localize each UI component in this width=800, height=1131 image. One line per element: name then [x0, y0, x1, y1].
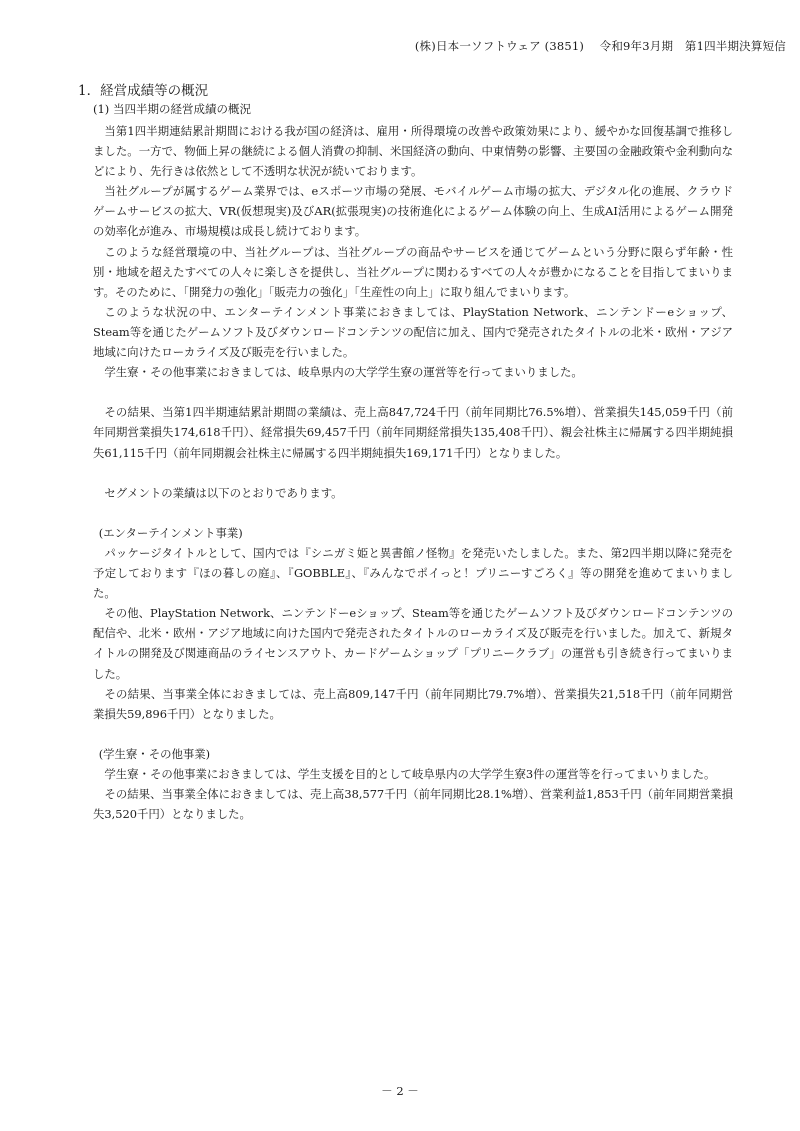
- paragraph-entertainment-3: その結果、当事業全体におきましては、売上高809,147千円（前年同期比79.7%増）、営業損失21,518千円（前年同期営業損失59,896千円）となりました。: [93, 686, 733, 721]
- paragraph-segment-intro: セグメントの業績は以下のとおりであります。: [104, 485, 343, 500]
- spacer: [93, 463, 733, 483]
- paragraph-entertainment-2: その他、PlayStation Network、ニンテンドーeショップ、Steam等を通じたゲームソフト及びダウンロードコンテンツの配信や、北米・欧州・アジア地域に向けた国内で発売されたタイトルのローカライズ及び販売を行いました。加えて、新規タイトルの開発及び関連商品のライセンスアウト、カードゲームショップ「プリニークラブ」の運営も引き続き行ってまいりました。: [93, 606, 733, 681]
- spacer: [93, 503, 733, 523]
- section-title: 1．経営成績等の概況: [78, 83, 209, 99]
- spacer: [93, 724, 733, 744]
- paragraph-entertainment-summary: このような状況の中、エンターテインメント事業におきましては、PlayStation Network、ニンテンドーeショップ、Steam等を通じたゲームソフト及びダウンロードコンテンツの配信に加え、国内で発売されたタイトルの北米・欧州・アジア地域に向けたローカライズ及び販売を行いました。: [93, 304, 733, 360]
- paragraph-industry: 当社グループが属するゲーム業界では、eスポーツ市場の発展、モバイルゲーム市場の拡大、デジタル化の進展、クラウドゲームサービスの拡大、VR(仮想現実)及びAR(拡張現実)の技術進化によるゲーム体験の向上、生成AI活用によるゲーム開発の効率化が進み、市場規模は成長し続けております。: [93, 184, 733, 239]
- page-number: － 2 －: [381, 1084, 419, 1098]
- report-body: [93, 121, 733, 824]
- paragraph-policy: このような経営環境の中、当社グループは、当社グループの商品やサービスを通じてゲームという分野に限らず年齢・性別・地域を超えたすべての人々に楽しさを提供し、当社グループに関わるすべての人々が豊かになることを目指してまいります。そのために、「開発力の強化」「販売力の強化」「生産性の向上」に取り組んでまいります。: [93, 244, 733, 299]
- paragraph-economy: 当第1四半期連結累計期間における我が国の経済は、雇用・所得環境の改善や政策効果により、緩やかな回復基調で推移しました。一方で、物価上昇の継続による個人消費の抑制、米国経済の動向、中東情勢の影響、主要国の金融政策や金利動向などにより、先行きは依然として不透明な状況が続いております。: [93, 124, 733, 179]
- paragraph-dormitory-1: 学生寮・その他事業におきましては、学生支援を目的として岐阜県内の大学学生寮3件の運営等を行ってまいりました。: [104, 767, 716, 781]
- segment-heading-entertainment: (エンターテインメント事業): [98, 525, 243, 540]
- segment-heading-dormitory: (学生寮・その他事業): [98, 746, 211, 761]
- document-header: (株)日本一ソフトウェア (3851) 令和9年3月期 第1四半期決算短信: [414, 39, 786, 53]
- spacer: [93, 382, 733, 402]
- paragraph-entertainment-1: パッケージタイトルとして、国内では『シニガミ姫と異書館ノ怪物』を発売いたしました。また、第2四半期以降に発売を予定しております『ほの暮しの庭』、『GOBBLE』、『みんなでポイっと！プリニーすごろく』等の開発を進めてまいりました。: [93, 545, 733, 601]
- subsection-title: (1) 当四半期の経営成績の概況: [93, 102, 251, 116]
- paragraph-results: その結果、当第1四半期連結累計期間の業績は、売上高847,724千円（前年同期比76.5%増）、営業損失145,059千円（前年同期営業損失174,618千円）、経常損失69,457千円（前年同期経常損失135,408千円）、親会社株主に帰属する四半期純損失61,115千円（前年同期親会社株主に帰属する四半期純損失169,171千円）となりました。: [93, 405, 733, 460]
- paragraph-dormitory-2: その結果、当事業全体におきましては、売上高38,577千円（前年同期比28.1%増）、営業利益1,853千円（前年同期営業損失3,520千円）となりました。: [93, 787, 733, 822]
- paragraph-dormitory-summary: 学生寮・その他事業におきましては、岐阜県内の大学学生寮の運営等を行ってまいりました。: [104, 365, 583, 380]
